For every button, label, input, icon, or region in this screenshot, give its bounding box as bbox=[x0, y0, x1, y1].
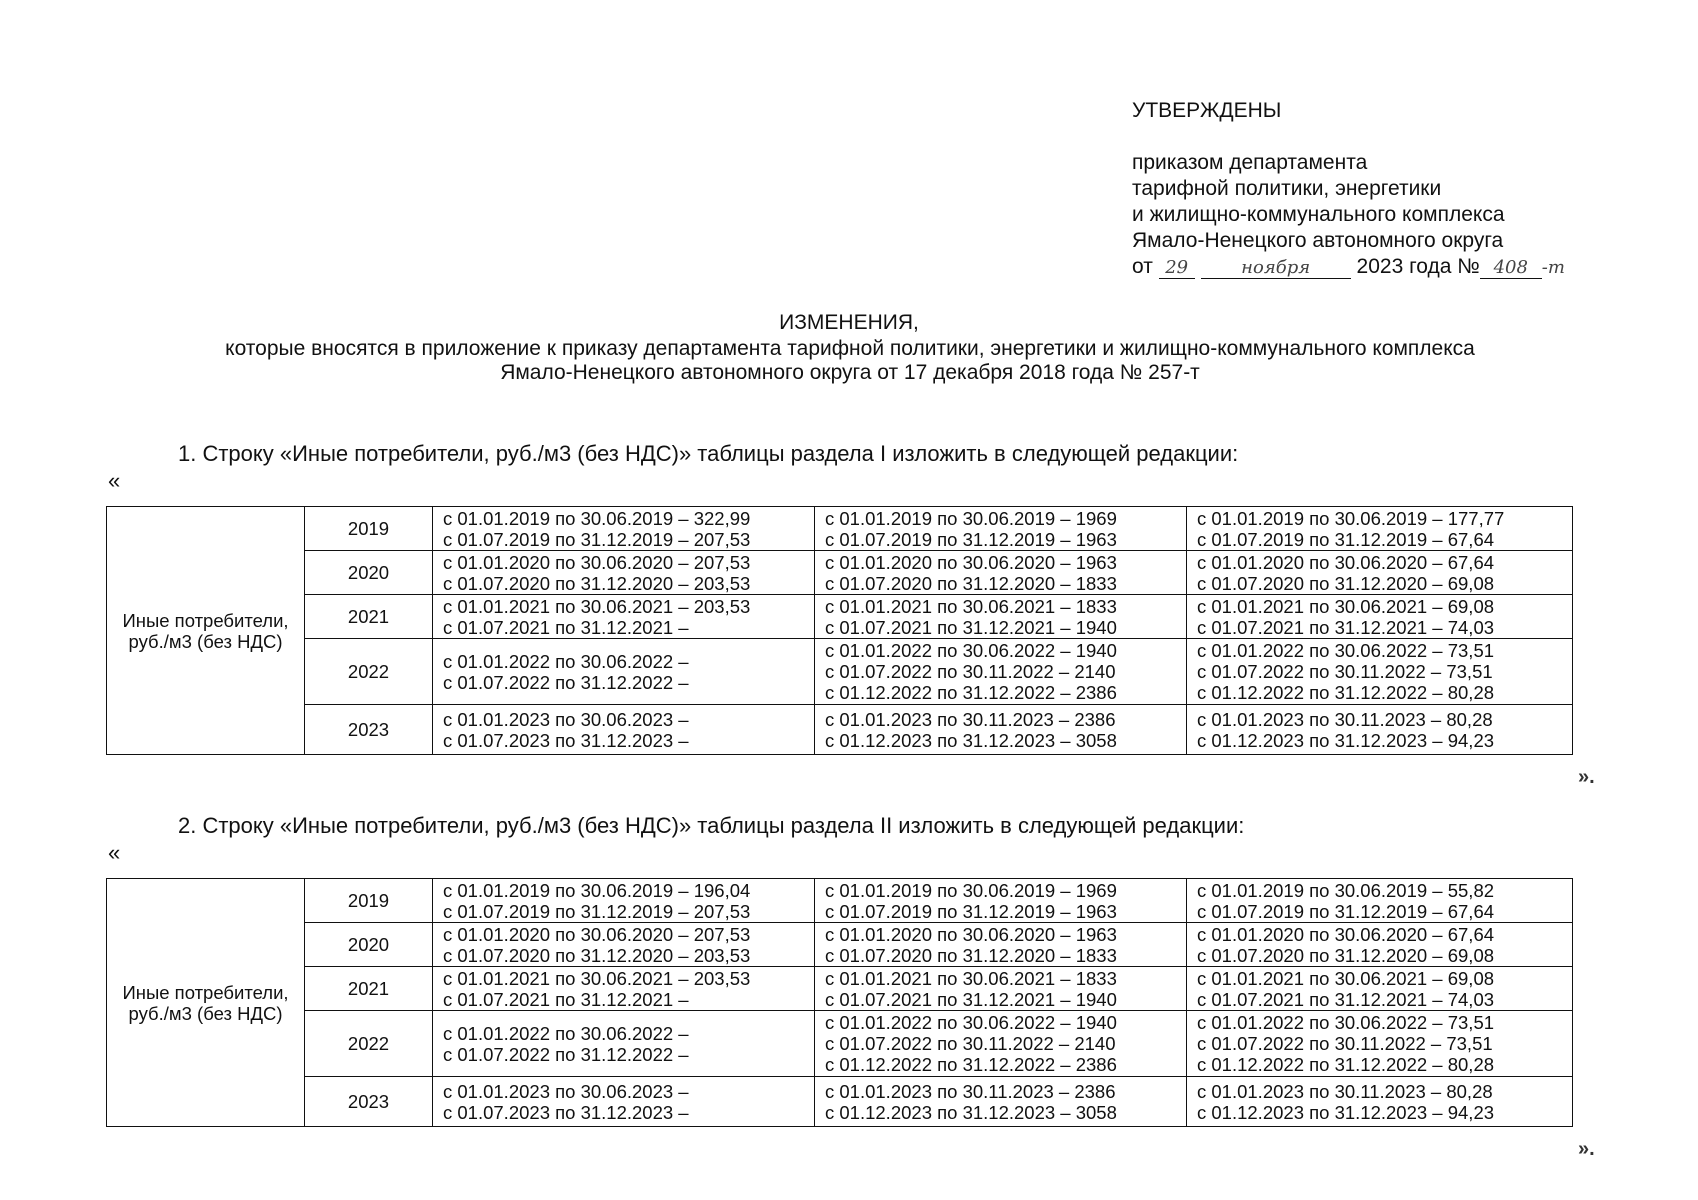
table-row bbox=[107, 639, 1573, 705]
tariff-cell bbox=[1187, 1077, 1573, 1127]
tariff-period-line: с 01.01.2023 по 30.11.2023 – 2386 bbox=[825, 708, 1116, 730]
approval-line: Ямало-Ненецкого автономного округа bbox=[1132, 229, 1504, 252]
tariff-period-line: с 01.07.2020 по 31.12.2020 – 69,08 bbox=[1197, 572, 1495, 594]
table-row bbox=[107, 1077, 1573, 1127]
tariff-cell bbox=[433, 967, 815, 1011]
year-cell: 2020 bbox=[305, 923, 433, 967]
tariff-period-line: с 01.07.2023 по 31.12.2023 – bbox=[443, 729, 689, 751]
tariff-period-line: с 01.01.2019 по 30.06.2019 – 196,04 bbox=[443, 879, 751, 901]
tariff-cell bbox=[815, 507, 1187, 551]
tariff-cell bbox=[1187, 1011, 1573, 1077]
tariff-period-line: с 01.01.2022 по 30.06.2022 – 1940 bbox=[825, 1012, 1117, 1033]
tariff-period-line: с 01.12.2022 по 31.12.2022 – 80,28 bbox=[1197, 682, 1495, 703]
tariff-period-line: с 01.12.2023 по 31.12.2023 – 3058 bbox=[825, 1101, 1117, 1123]
tariff-period-line: с 01.07.2020 по 31.12.2020 – 1833 bbox=[825, 944, 1117, 966]
tariff-cell bbox=[433, 1011, 815, 1077]
tariff-period-line: с 01.07.2020 по 31.12.2020 – 203,53 bbox=[443, 572, 751, 594]
tariff-period-line: с 01.07.2019 по 31.12.2019 – 207,53 bbox=[443, 528, 751, 550]
tariff-cell bbox=[433, 507, 815, 551]
section-2-instruction: 2. Строку «Иные потребители, руб./м3 (без НДС)» таблицы раздела II изложить в следующей редакции: bbox=[178, 813, 1245, 838]
tariff-cell bbox=[1187, 595, 1573, 639]
year-cell: 2021 bbox=[305, 595, 433, 639]
table-row bbox=[107, 705, 1573, 755]
tariff-period-line: с 01.01.2023 по 30.11.2023 – 2386 bbox=[825, 1080, 1116, 1102]
tariff-table-section-1 bbox=[106, 506, 1573, 755]
approval-line: тарифной политики, энергетики bbox=[1132, 177, 1442, 200]
document-title: ИЗМЕНЕНИЯ, bbox=[779, 311, 919, 334]
tariff-cell bbox=[815, 551, 1187, 595]
tariff-cell bbox=[433, 705, 815, 755]
tariff-cell bbox=[433, 923, 815, 967]
tariff-cell bbox=[815, 1011, 1187, 1077]
table-row bbox=[107, 507, 1573, 551]
tariff-period-line: с 01.07.2019 по 31.12.2019 – 1963 bbox=[825, 528, 1117, 550]
tariff-period-line: с 01.01.2020 по 30.06.2020 – 1963 bbox=[825, 551, 1117, 573]
tariff-period-line: с 01.01.2019 по 30.06.2019 – 177,77 bbox=[1197, 507, 1505, 529]
tariff-period-line: с 01.01.2022 по 30.06.2022 – bbox=[443, 650, 689, 672]
tariff-period-line: с 01.01.2022 по 30.06.2022 – 73,51 bbox=[1197, 1012, 1495, 1033]
tariff-period-line: с 01.12.2023 по 31.12.2023 – 94,23 bbox=[1197, 729, 1495, 751]
year-cell: 2019 bbox=[305, 879, 433, 923]
tariff-period-line: с 01.01.2020 по 30.06.2020 – 67,64 bbox=[1197, 923, 1495, 945]
tariff-cell bbox=[433, 639, 815, 705]
table-body bbox=[107, 879, 1573, 1127]
tariff-period-line: с 01.01.2022 по 30.06.2022 – 73,51 bbox=[1197, 640, 1495, 661]
approval-date-line bbox=[1132, 254, 1565, 281]
tariff-period-line: с 01.01.2021 по 30.06.2021 – 1833 bbox=[825, 595, 1117, 617]
year-cell: 2022 bbox=[305, 639, 433, 705]
tariff-cell bbox=[1187, 967, 1573, 1011]
tariff-period-line: с 01.01.2020 по 30.06.2020 – 1963 bbox=[825, 923, 1117, 945]
document-subtitle bbox=[60, 337, 1640, 385]
tariff-cell bbox=[433, 1077, 815, 1127]
subtitle-line: Ямало-Ненецкого автономного округа от 17 декабря 2018 года № 257-т bbox=[500, 361, 1200, 384]
tariff-period-line: с 01.01.2023 по 30.11.2023 – 80,28 bbox=[1197, 1080, 1493, 1102]
tariff-cell bbox=[815, 923, 1187, 967]
tariff-table-section-2 bbox=[106, 878, 1573, 1127]
handwritten-month: ноября bbox=[1201, 258, 1351, 279]
year-cell: 2023 bbox=[305, 705, 433, 755]
tariff-period-line: с 01.01.2022 по 30.06.2022 – 1940 bbox=[825, 640, 1117, 661]
tariff-cell bbox=[1187, 705, 1573, 755]
tariff-period-line: с 01.07.2022 по 31.12.2022 – bbox=[443, 671, 689, 693]
tariff-period-line: с 01.01.2023 по 30.11.2023 – 80,28 bbox=[1197, 708, 1493, 730]
tariff-period-line: с 01.12.2022 по 31.12.2022 – 2386 bbox=[825, 1054, 1117, 1075]
tariff-period-line: с 01.07.2023 по 31.12.2023 – bbox=[443, 1101, 689, 1123]
tariff-period-line: с 01.07.2020 по 31.12.2020 – 69,08 bbox=[1197, 944, 1495, 966]
approval-line: приказом департамента bbox=[1132, 151, 1368, 174]
closing-quote: ». bbox=[1578, 1138, 1595, 1160]
tariff-cell bbox=[815, 967, 1187, 1011]
tariff-period-line: с 01.07.2021 по 31.12.2021 – bbox=[443, 988, 689, 1010]
category-cell: Иные потребители, руб./м3 (без НДС) bbox=[107, 879, 305, 1127]
tariff-cell bbox=[1187, 507, 1573, 551]
section-1-instruction: 1. Строку «Иные потребители, руб./м3 (без НДС)» таблицы раздела I изложить в следующей редакции: bbox=[178, 441, 1239, 466]
opening-quote: « bbox=[108, 840, 121, 865]
tariff-period-line: с 01.01.2021 по 30.06.2021 – 1833 bbox=[825, 967, 1117, 989]
date-prefix: от bbox=[1132, 255, 1153, 278]
tariff-cell bbox=[433, 551, 815, 595]
tariff-period-line: с 01.01.2021 по 30.06.2021 – 69,08 bbox=[1197, 967, 1495, 989]
tariff-period-line: с 01.07.2022 по 30.11.2022 – 73,51 bbox=[1197, 661, 1493, 682]
tariff-period-line: с 01.07.2019 по 31.12.2019 – 207,53 bbox=[443, 900, 751, 922]
year-cell: 2022 bbox=[305, 1011, 433, 1077]
tariff-period-line: с 01.01.2020 по 30.06.2020 – 207,53 bbox=[443, 551, 751, 573]
table-row bbox=[107, 879, 1573, 923]
tariff-period-line: с 01.07.2019 по 31.12.2019 – 67,64 bbox=[1197, 528, 1495, 550]
tariff-period-line: с 01.01.2019 по 30.06.2019 – 55,82 bbox=[1197, 879, 1495, 901]
tariff-cell bbox=[815, 879, 1187, 923]
tariff-period-line: с 01.01.2019 по 30.06.2019 – 1969 bbox=[825, 879, 1117, 901]
tariff-period-line: с 01.07.2022 по 31.12.2022 – bbox=[443, 1043, 689, 1065]
tariff-period-line: с 01.07.2020 по 31.12.2020 – 203,53 bbox=[443, 944, 751, 966]
tariff-period-line: с 01.01.2020 по 30.06.2020 – 67,64 bbox=[1197, 551, 1495, 573]
table-row bbox=[107, 1011, 1573, 1077]
tariff-period-line: с 01.01.2019 по 30.06.2019 – 1969 bbox=[825, 507, 1117, 529]
year-cell: 2019 bbox=[305, 507, 433, 551]
tariff-cell bbox=[815, 1077, 1187, 1127]
opening-quote: « bbox=[108, 468, 121, 493]
tariff-cell bbox=[815, 705, 1187, 755]
tariff-period-line: с 01.12.2023 по 31.12.2023 – 3058 bbox=[825, 729, 1117, 751]
tariff-period-line: с 01.01.2021 по 30.06.2021 – 203,53 bbox=[443, 595, 751, 617]
tariff-period-line: с 01.07.2019 по 31.12.2019 – 67,64 bbox=[1197, 900, 1495, 922]
tariff-period-line: с 01.12.2022 по 31.12.2022 – 80,28 bbox=[1197, 1054, 1495, 1075]
tariff-cell bbox=[1187, 879, 1573, 923]
handwritten-order-number: 408 bbox=[1480, 258, 1542, 279]
approval-line: и жилищно-коммунального комплекса bbox=[1132, 203, 1505, 226]
approval-heading: УТВЕРЖДЕНЫ bbox=[1132, 99, 1282, 122]
closing-quote: ». bbox=[1578, 766, 1595, 788]
tariff-cell bbox=[815, 595, 1187, 639]
tariff-period-line: с 01.12.2022 по 31.12.2022 – 2386 bbox=[825, 682, 1117, 703]
tariff-period-line: с 01.07.2019 по 31.12.2019 – 1963 bbox=[825, 900, 1117, 922]
tariff-period-line: с 01.07.2021 по 31.12.2021 – bbox=[443, 616, 689, 638]
table-row bbox=[107, 967, 1573, 1011]
subtitle-line: которые вносятся в приложение к приказу департамента тарифной политики, энергетики и жилищно-коммунального комплекса bbox=[225, 337, 1475, 360]
tariff-cell bbox=[433, 595, 815, 639]
tariff-cell bbox=[433, 879, 815, 923]
tariff-period-line: с 01.12.2023 по 31.12.2023 – 94,23 bbox=[1197, 1101, 1495, 1123]
tariff-period-line: с 01.01.2022 по 30.06.2022 – bbox=[443, 1022, 689, 1044]
tariff-cell bbox=[815, 639, 1187, 705]
table-row bbox=[107, 595, 1573, 639]
tariff-period-line: с 01.01.2019 по 30.06.2019 – 322,99 bbox=[443, 507, 751, 529]
approval-block bbox=[1132, 98, 1565, 281]
year-cell: 2023 bbox=[305, 1077, 433, 1127]
tariff-period-line: с 01.01.2023 по 30.06.2023 – bbox=[443, 1080, 689, 1102]
year-cell: 2021 bbox=[305, 967, 433, 1011]
table-row bbox=[107, 923, 1573, 967]
tariff-period-line: с 01.01.2021 по 30.06.2021 – 203,53 bbox=[443, 967, 751, 989]
tariff-period-line: с 01.07.2021 по 31.12.2021 – 74,03 bbox=[1197, 616, 1495, 638]
table-body bbox=[107, 507, 1573, 755]
tariff-period-line: с 01.07.2022 по 30.11.2022 – 73,51 bbox=[1197, 1033, 1493, 1054]
handwritten-order-suffix: -т bbox=[1541, 257, 1565, 278]
tariff-period-line: с 01.07.2021 по 31.12.2021 – 1940 bbox=[825, 988, 1117, 1010]
tariff-period-line: с 01.07.2020 по 31.12.2020 – 1833 bbox=[825, 572, 1117, 594]
tariff-period-line: с 01.01.2023 по 30.06.2023 – bbox=[443, 708, 689, 730]
tariff-cell bbox=[1187, 639, 1573, 705]
tariff-cell bbox=[1187, 923, 1573, 967]
tariff-cell bbox=[1187, 551, 1573, 595]
tariff-period-line: с 01.07.2022 по 30.11.2022 – 2140 bbox=[825, 661, 1116, 682]
table-row bbox=[107, 551, 1573, 595]
tariff-period-line: с 01.07.2022 по 30.11.2022 – 2140 bbox=[825, 1033, 1116, 1054]
tariff-period-line: с 01.01.2020 по 30.06.2020 – 207,53 bbox=[443, 923, 751, 945]
tariff-period-line: с 01.01.2021 по 30.06.2021 – 69,08 bbox=[1197, 595, 1495, 617]
category-cell: Иные потребители, руб./м3 (без НДС) bbox=[107, 507, 305, 755]
date-year-text: 2023 года № bbox=[1356, 255, 1480, 278]
tariff-period-line: с 01.07.2021 по 31.12.2021 – 1940 bbox=[825, 616, 1117, 638]
tariff-period-line: с 01.07.2021 по 31.12.2021 – 74,03 bbox=[1197, 988, 1495, 1010]
handwritten-day: 29 bbox=[1159, 258, 1195, 279]
year-cell: 2020 bbox=[305, 551, 433, 595]
